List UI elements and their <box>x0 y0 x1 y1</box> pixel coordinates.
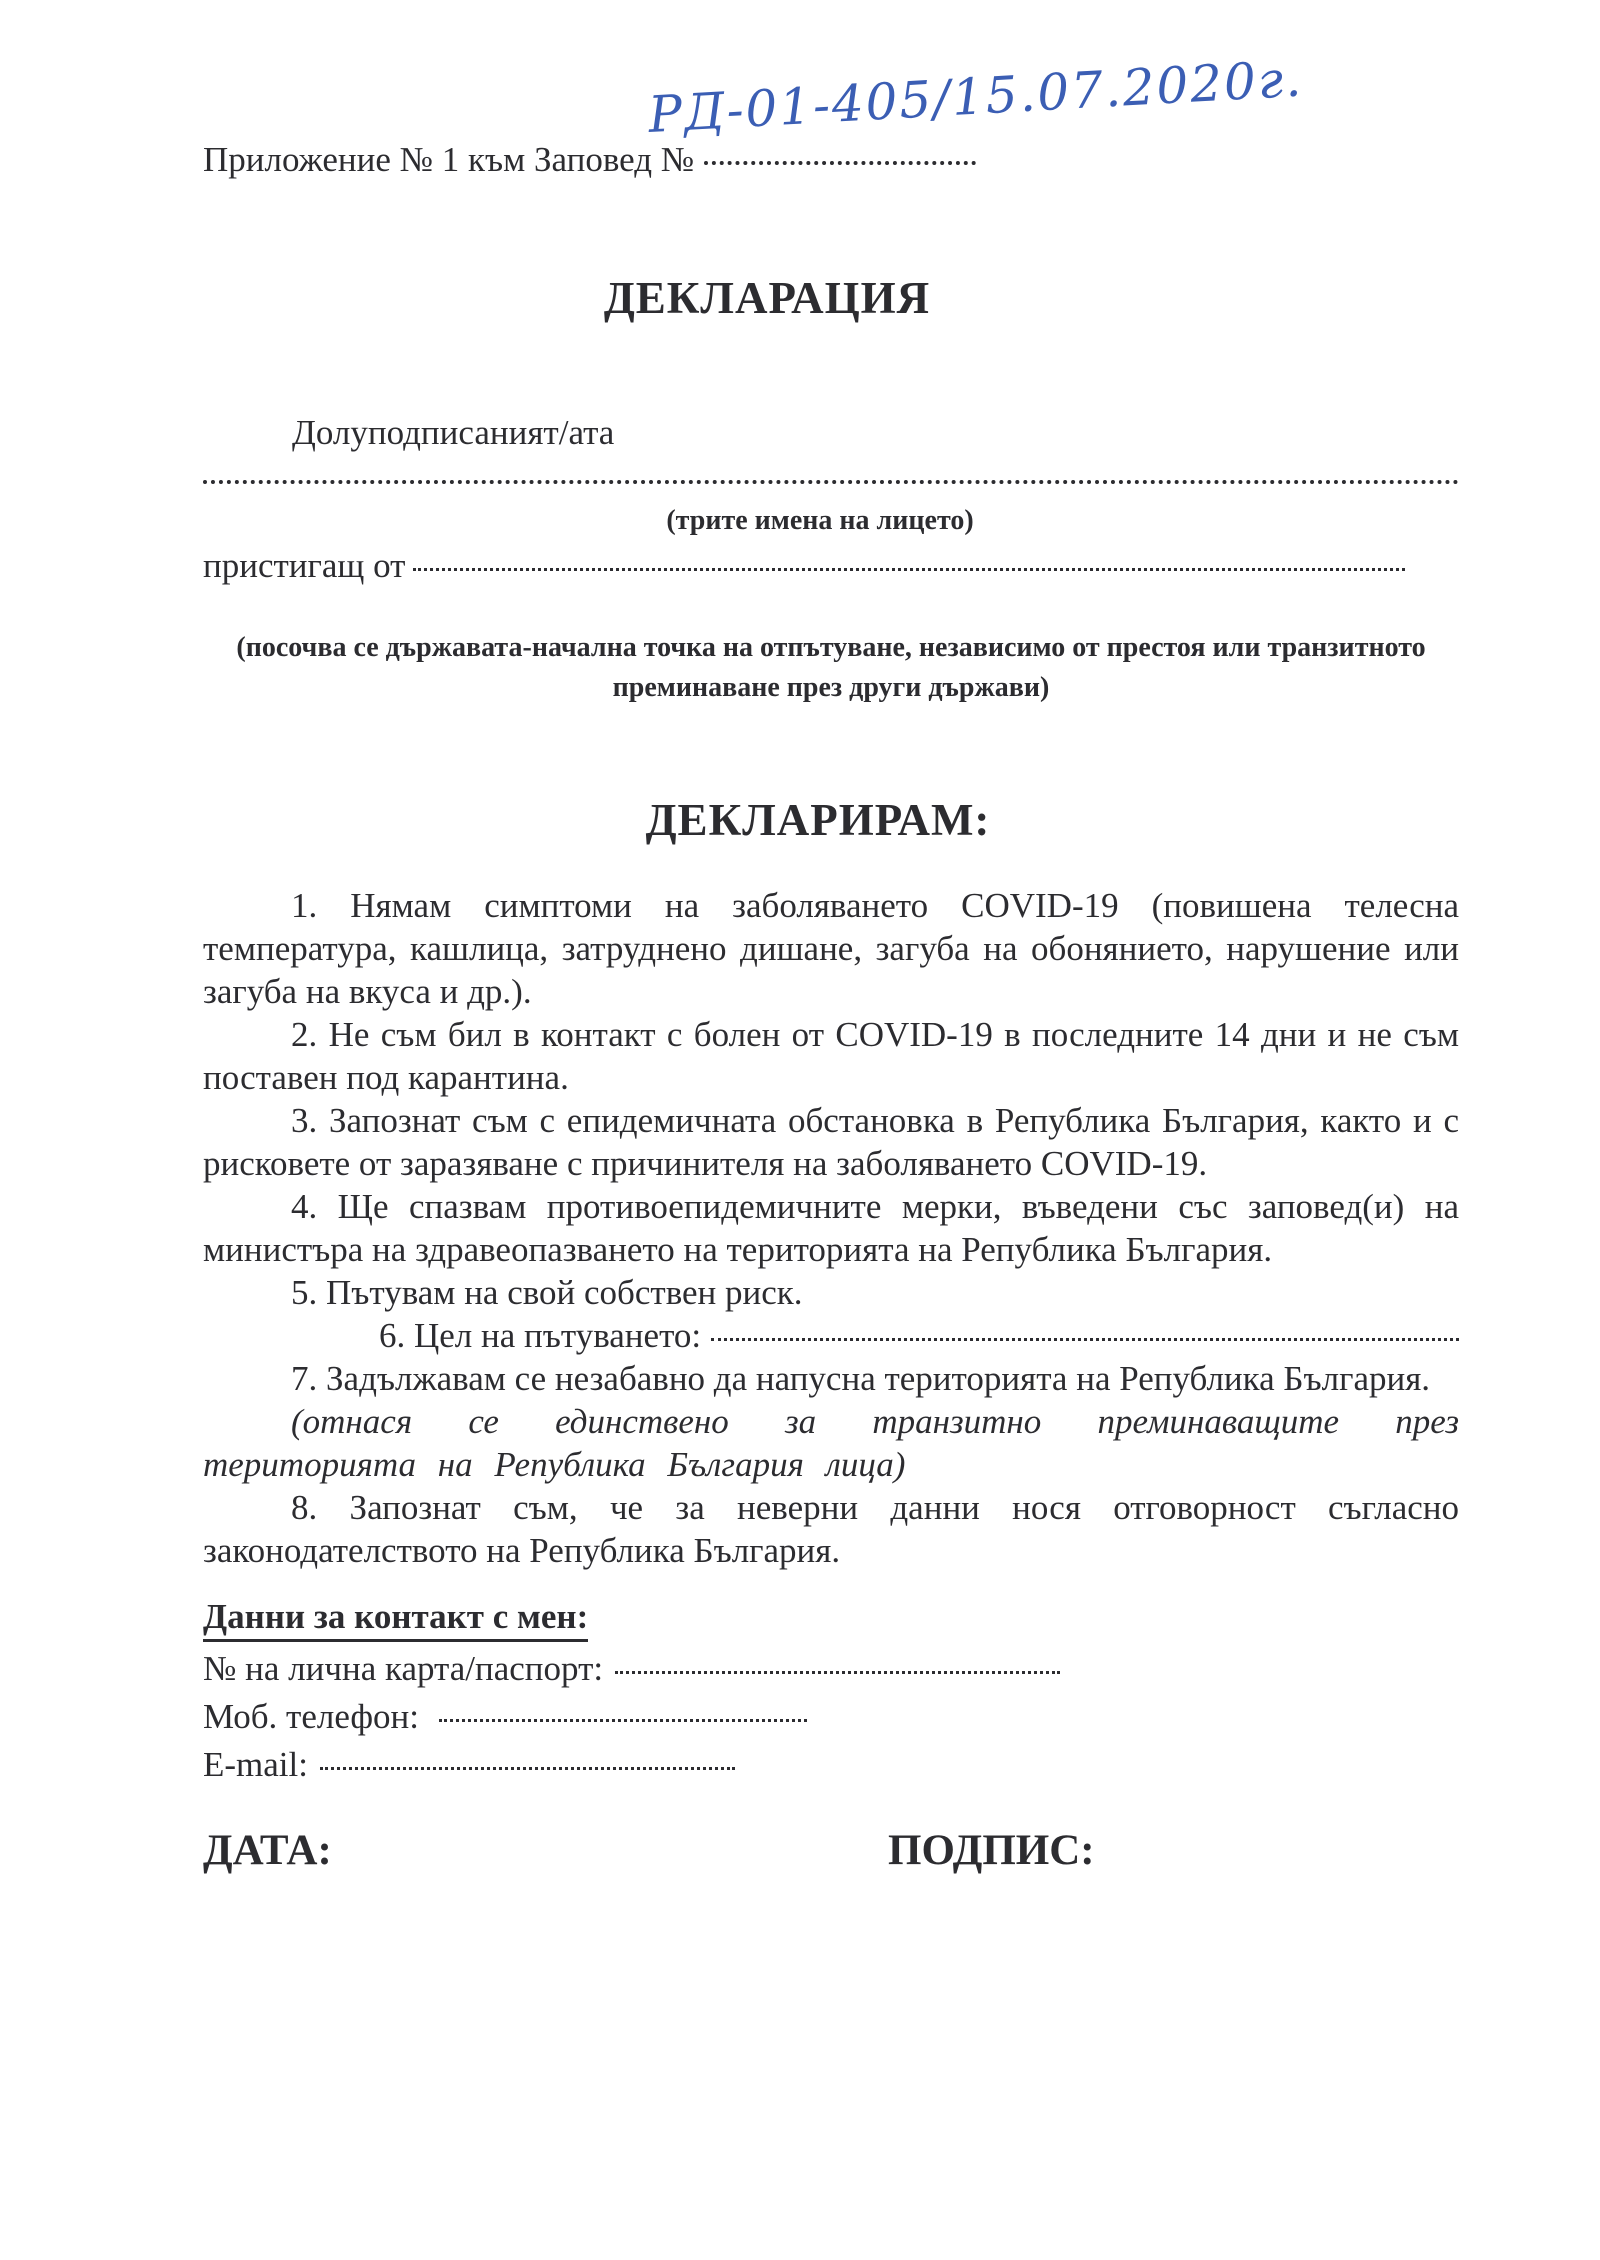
declaration-item-5: 5. Пътувам на свой собствен риск. <box>291 1273 803 1312</box>
document-title: ДЕКЛАРАЦИЯ <box>603 273 931 323</box>
email-fill-line <box>320 1767 735 1770</box>
declaration-item-8: 8. Запознат съм, че за неверни данни нося отговорност съгласно законодателството на Република България. <box>203 1488 1459 1570</box>
country-note: (посочва се държавата-начална точка на отпътуване, независимо от престоя или транзитното преминаване през други държави) <box>236 632 1426 703</box>
email-label: E-mail: <box>203 1745 308 1784</box>
email-row <box>203 1744 1060 1786</box>
contact-heading: Данни за контакт с мен: <box>203 1596 588 1642</box>
arriving-from-fill-line <box>413 568 1405 571</box>
declaration-item-2: 2. Не съм бил в контакт с болен от COVID-19 в последните 14 дни и не съм поставен под карантина. <box>203 1015 1459 1097</box>
declaration-item-4: 4. Ще спазвам противоепидемичните мерки, въведени със заповед(и) на министъра на здравеопазването на територията на Република България. <box>203 1187 1459 1269</box>
signature-label: ПОДПИС: <box>888 1827 1095 1874</box>
order-number-fill-line <box>704 161 976 165</box>
declaration-item-7: 7. Задължавам се незабавно да напусна територията на Република България. <box>291 1359 1431 1398</box>
transit-note: (отнася се единствено за транзитно преминаващите през територията на Република България лица) <box>203 1402 1459 1484</box>
declare-heading: ДЕКЛАРИРАМ: <box>645 795 991 845</box>
declaration-items <box>203 884 1459 1572</box>
appendix-label: Приложение № 1 към Заповед № <box>203 140 695 179</box>
declarant-intro: Долуподписаният/ата <box>292 413 615 452</box>
name-caption: (трите имена на лицето) <box>666 505 974 536</box>
purpose-fill-line <box>711 1338 1459 1341</box>
phone-fill-line <box>439 1719 807 1722</box>
id-card-row <box>203 1648 1060 1690</box>
arriving-from-row <box>203 546 1405 586</box>
id-card-fill-line <box>615 1671 1060 1674</box>
declaration-item-6 <box>203 1314 1459 1357</box>
appendix-line <box>203 140 976 180</box>
arriving-from-label: пристигащ от <box>203 546 406 585</box>
declaration-item-3: 3. Запознат съм с епидемичната обстановка в Република България, както и с рисковете от заразяване с причинителя на заболяването COVID-19. <box>203 1101 1459 1183</box>
purpose-label: 6. Цел на пътуването: <box>379 1316 702 1355</box>
name-fill-line <box>203 456 1459 484</box>
date-label: ДАТА: <box>203 1827 332 1874</box>
contact-block <box>203 1596 1060 1786</box>
order-number-handwritten: РД-01-405/15.07.2020г. <box>646 49 1305 144</box>
declaration-item-1: 1. Нямам симптоми на заболяването COVID-19 (повишена телесна температура, кашлица, затруднено дишане, загуба на обонянието, нарушение или загуба на вкуса и др.). <box>203 886 1459 1011</box>
phone-label: Моб. телефон: <box>203 1697 419 1736</box>
id-card-label: № на лична карта/паспорт: <box>203 1649 604 1688</box>
phone-row <box>203 1696 1060 1738</box>
